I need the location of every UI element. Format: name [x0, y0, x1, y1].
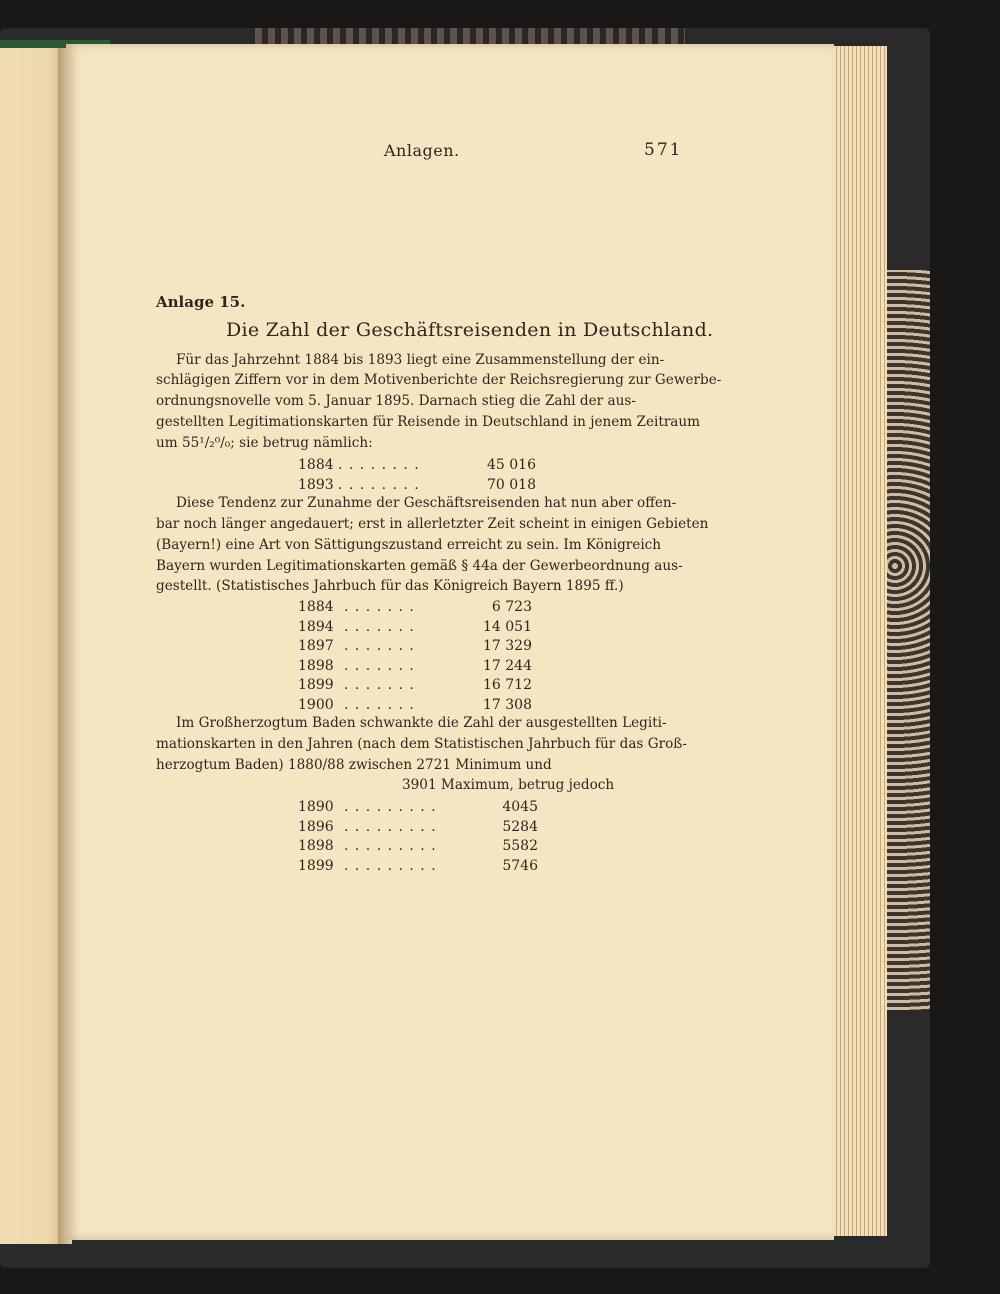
value-cell: 45 016: [487, 457, 536, 473]
year-cell: 1899: [298, 858, 334, 874]
paragraph-line: gestellten Legitimationskarten für Reisende in Deutschland in jenem Zeitraum: [156, 414, 701, 430]
paragraph-line: bar noch länger angedauert; erst in allerletzter Zeit scheint in einigen Gebieten: [156, 516, 709, 532]
table-row: [298, 638, 548, 658]
leader-dots: . . . . . . .: [344, 658, 415, 674]
table-row: [298, 858, 548, 878]
table-row: [298, 677, 548, 697]
book-page: [66, 44, 834, 1240]
value-cell: 6 723: [491, 599, 532, 615]
year-cell: 1898: [298, 838, 334, 854]
paragraph-line: Diese Tendenz zur Zunahme der Geschäftsreisenden hat nun aber offen-: [176, 495, 677, 511]
table-row: [298, 477, 548, 497]
table-row: [298, 697, 548, 717]
table-row: [298, 599, 548, 619]
table-row: [298, 619, 548, 639]
value-cell: 5284: [502, 819, 538, 835]
value-cell: 17 244: [483, 658, 532, 674]
value-cell: 70 018: [487, 477, 536, 493]
paragraph-line: schlägigen Ziffern vor in dem Motivenberichte der Reichsregierung zur Gewerbe-: [156, 372, 722, 388]
leader-dots: . . . . . . .: [344, 599, 415, 615]
year-cell: 1884: [298, 457, 334, 473]
paragraph-line: Für das Jahrzehnt 1884 bis 1893 liegt eine Zusammenstellung der ein-: [176, 352, 665, 368]
year-cell: 1890: [298, 799, 334, 815]
page-edges: [825, 46, 887, 1236]
value-cell: 5582: [502, 838, 538, 854]
leader-dots: . . . . . . .: [344, 638, 415, 654]
value-cell: 17 329: [483, 638, 532, 654]
year-cell: 1898: [298, 658, 334, 674]
year-cell: 1900: [298, 697, 334, 713]
value-cell: 16 712: [483, 677, 532, 693]
year-cell: 1894: [298, 619, 334, 635]
year-cell: 1896: [298, 819, 334, 835]
table-row: [298, 457, 548, 477]
table-row: [298, 838, 548, 858]
paragraph-line: Im Großherzogtum Baden schwankte die Zahl der ausgestellten Legiti-: [176, 715, 667, 731]
year-cell: 1899: [298, 677, 334, 693]
table-row: [298, 658, 548, 678]
left-page-edge: [0, 48, 64, 1244]
paragraph-line: (Bayern!) eine Art von Sättigungszustand erreicht zu sein. Im Königreich: [156, 537, 662, 553]
paragraph-line: gestellt. (Statistisches Jahrbuch für das Königreich Bayern 1895 ff.): [156, 578, 624, 594]
paragraph-line: ordnungsnovelle vom 5. Januar 1895. Darnach stieg die Zahl der aus-: [156, 393, 636, 409]
section-title: Die Zahl der Geschäftsreisenden in Deutschland.: [226, 319, 714, 341]
paragraph-line: um 55¹/₂⁰/₀; sie betrug nämlich:: [156, 435, 373, 451]
leader-dots: . . . . . . . . .: [344, 819, 437, 835]
page-number: 571: [644, 140, 683, 160]
paragraph-line: herzogtum Baden) 1880/88 zwischen 2721 Minimum und: [156, 757, 552, 773]
leader-dots: . . . . . . .: [344, 697, 415, 713]
year-cell: 1897: [298, 638, 334, 654]
leader-dots: . . . . . . . .: [338, 477, 420, 493]
section-label: Anlage 15.: [156, 293, 246, 311]
running-head: Anlagen.: [384, 141, 460, 160]
table-row: [298, 819, 548, 839]
marbled-edge: [880, 270, 930, 1010]
leader-dots: . . . . . . . . .: [344, 799, 437, 815]
leader-dots: . . . . . . .: [344, 677, 415, 693]
value-cell: 5746: [502, 858, 538, 874]
year-cell: 1884: [298, 599, 334, 615]
leader-dots: . . . . . . . . .: [344, 858, 437, 874]
year-cell: 1893: [298, 477, 334, 493]
table-row: [298, 799, 548, 819]
value-cell: 17 308: [483, 697, 532, 713]
value-cell: 4045: [502, 799, 538, 815]
paragraph-line: mationskarten in den Jahren (nach dem Statistischen Jahrbuch für das Groß-: [156, 736, 687, 752]
paragraph-line: Bayern wurden Legitimationskarten gemäß § 44a der Gewerbeordnung aus-: [156, 558, 683, 574]
leader-dots: . . . . . . .: [344, 619, 415, 635]
paragraph-line: 3901 Maximum, betrug jedoch: [402, 777, 615, 793]
leader-dots: . . . . . . . . .: [344, 838, 437, 854]
value-cell: 14 051: [483, 619, 532, 635]
leader-dots: . . . . . . . .: [338, 457, 420, 473]
